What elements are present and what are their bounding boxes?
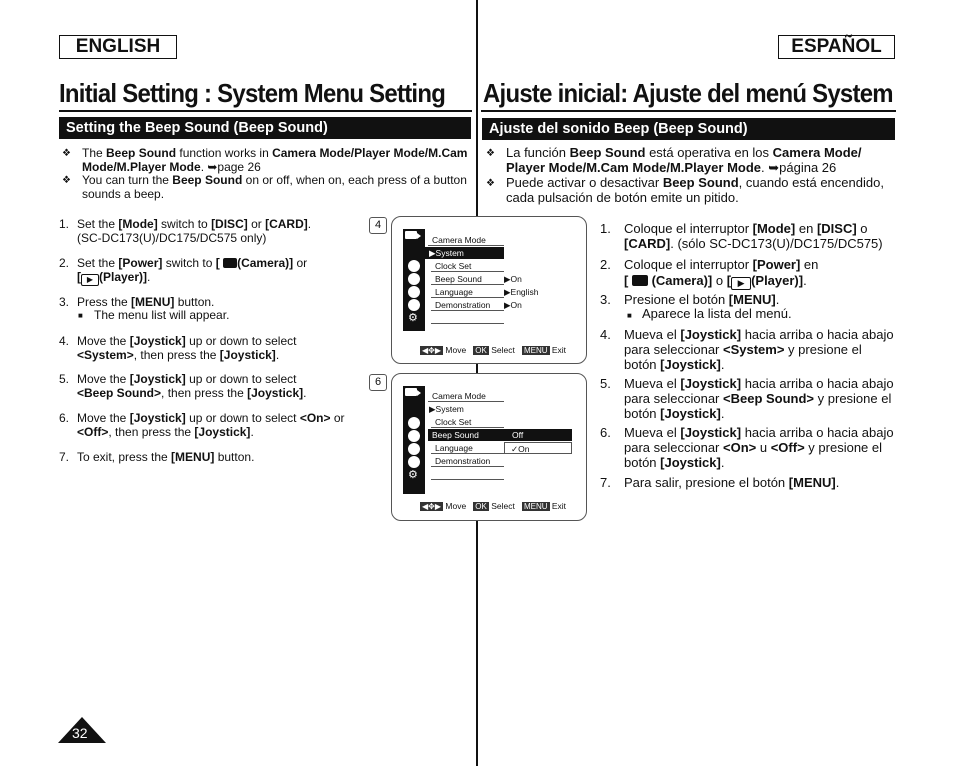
en-step-2-number: 2. xyxy=(59,256,70,270)
es-bullet-1: La función Beep Sound está operativa en los Camera Mode/ Player Mode/M.Cam Mode/M.Player Mode. ➥página 26 xyxy=(506,145,862,175)
title-rule-es xyxy=(481,110,896,112)
en-step-4-number: 4. xyxy=(59,334,70,348)
es-step-2: Coloque el interruptor [Power] en [ (Camera)] o [ ▶ (Player)]. xyxy=(624,257,819,288)
menu-item-language: Language xyxy=(431,442,504,454)
es-step-2-number: 2. xyxy=(600,257,611,272)
option-off: Off xyxy=(504,429,572,441)
bullet-icon: ❖ xyxy=(62,175,71,186)
ok-key: OK xyxy=(475,346,487,355)
menu-item-empty xyxy=(431,468,504,480)
es-step-6: Mueva el [Joystick] hacia arriba o hacia abajo para seleccionar <On> u <Off> y presione el botón [Joystick]. xyxy=(624,425,894,470)
section-heading-en: Setting the Beep Sound (Beep Sound) xyxy=(59,117,471,139)
es-step-3: Presione el botón [MENU]. xyxy=(624,292,780,307)
en-step-7-number: 7. xyxy=(59,450,70,464)
screen-footer: ◀✥▶ Move OK Select MENU Exit xyxy=(422,501,567,511)
value-beep-sound: ▶On xyxy=(504,274,522,284)
menu-screen-step-6 xyxy=(391,373,587,521)
en-step-1-number: 1. xyxy=(59,217,70,231)
joystick-icon: ◀✥▶ xyxy=(422,346,442,355)
bullet-icon: ❖ xyxy=(486,148,495,159)
clock-icon xyxy=(408,260,420,272)
camera-mode-label: Camera Mode xyxy=(428,234,504,246)
menu-item-clock-set: Clock Set xyxy=(431,416,504,428)
english-label: ENGLISH xyxy=(59,35,177,59)
page-title-es: Ajuste inicial: Ajuste del menú System xyxy=(483,78,893,108)
es-step-4-number: 4. xyxy=(600,327,611,342)
menu-item-demonstration: Demonstration xyxy=(431,455,504,467)
menu-item-demonstration: Demonstration xyxy=(431,299,504,311)
es-step-3-number: 3. xyxy=(600,292,611,307)
en-step-6-number: 6. xyxy=(59,411,70,425)
es-step-1: Coloque el interruptor [Mode] en [DISC] o [CARD]. (sólo SC-DC173(U)/DC175/DC575) xyxy=(624,221,883,251)
system-menu-item: ▶System xyxy=(425,247,504,259)
settings-icon: ⚙ xyxy=(408,312,418,324)
value-demonstration: ▶On xyxy=(504,300,522,310)
clock-icon xyxy=(408,417,420,429)
bullet-icon: ❖ xyxy=(62,148,71,159)
en-step-3-sub: The menu list will appear. xyxy=(94,308,230,322)
es-step-7: Para salir, presione el botón [MENU]. xyxy=(624,475,840,490)
page-title-en: Initial Setting : System Menu Setting xyxy=(59,78,446,108)
menu-item-language: Language xyxy=(431,286,504,298)
espanol-label: ESPAÑOL xyxy=(778,35,895,59)
camera-mode-icon xyxy=(405,386,421,398)
bullet-icon: ❖ xyxy=(486,178,495,189)
en-bullet-1: The Beep Sound function works in Camera Mode/Player Mode/M.Cam Mode/M.Player Mode. ➥page 26 xyxy=(82,146,468,174)
option-on: ✓On xyxy=(504,442,572,454)
menu-screen-step-4 xyxy=(391,216,587,364)
menu-key: MENU xyxy=(523,502,548,511)
en-step-3-number: 3. xyxy=(59,295,70,309)
es-step-5-number: 5. xyxy=(600,376,611,391)
es-step-6-number: 6. xyxy=(600,425,611,440)
camera-icon xyxy=(632,275,648,286)
camera-mode-label: Camera Mode xyxy=(428,390,504,402)
square-bullet-icon: ■ xyxy=(78,311,83,320)
joystick-icon: ◀✥▶ xyxy=(422,502,442,511)
play-icon: ▶ xyxy=(81,274,99,286)
es-bullet-2: Puede activar o desactivar Beep Sound, cuando está encendido, cada pulsación de botón emite un pitido. xyxy=(506,175,884,205)
en-bullet-2: You can turn the Beep Sound on or off, when on, each press of a button sounds a beep. xyxy=(82,173,467,201)
demo-icon xyxy=(408,456,420,468)
en-step-2: Set the [Power] switch to [ (Camera)] or [ ▶ (Player)]. xyxy=(77,256,308,284)
title-rule-en xyxy=(59,110,472,112)
camera-icon xyxy=(223,258,237,268)
screen-step-badge: 6 xyxy=(369,374,387,391)
section-heading-es: Ajuste del sonido Beep (Beep Sound) xyxy=(482,118,895,140)
language-icon xyxy=(408,286,420,298)
demo-icon xyxy=(408,299,420,311)
screen-footer: ◀✥▶ Move OK Select MENU Exit xyxy=(422,345,567,355)
system-menu-item: ▶System xyxy=(429,404,464,414)
en-step-3: Press the [MENU] button. xyxy=(77,295,215,309)
sound-icon xyxy=(408,430,420,442)
en-step-6: Move the [Joystick] up or down to select <On> or <Off>, then press the [Joystick]. xyxy=(77,411,345,439)
ok-key: OK xyxy=(475,502,487,511)
menu-item-empty xyxy=(431,312,504,324)
camera-mode-icon xyxy=(405,229,421,241)
es-step-1-number: 1. xyxy=(600,221,611,236)
square-bullet-icon: ■ xyxy=(627,311,632,320)
sound-icon xyxy=(408,273,420,285)
en-step-7: To exit, press the [MENU] button. xyxy=(77,450,255,464)
page-number: 32 xyxy=(72,725,88,741)
es-step-3-sub: Aparece la lista del menú. xyxy=(642,306,792,321)
es-step-4: Mueva el [Joystick] hacia arriba o hacia abajo para seleccionar <System> y presione el botón [Joystick]. xyxy=(624,327,894,372)
menu-item-beep-sound: Beep Sound xyxy=(431,273,504,285)
menu-key: MENU xyxy=(523,346,548,355)
menu-item-beep-sound: Beep Sound xyxy=(428,429,504,441)
value-language: ▶English xyxy=(504,287,539,297)
settings-icon: ⚙ xyxy=(408,469,418,481)
es-step-5: Mueva el [Joystick] hacia arriba o hacia abajo para seleccionar <Beep Sound> y presione el botón [Joystick]. xyxy=(624,376,894,421)
es-step-7-number: 7. xyxy=(600,475,611,490)
menu-item-clock-set: Clock Set xyxy=(431,260,504,272)
en-step-5-number: 5. xyxy=(59,372,70,386)
play-icon: ▶ xyxy=(731,277,751,290)
en-step-4: Move the [Joystick] up or down to select <System>, then press the [Joystick]. xyxy=(77,334,297,362)
en-step-1: Set the [Mode] switch to [DISC] or [CARD]. (SC-DC173(U)/DC175/DC575 only) xyxy=(77,217,312,245)
screen-step-badge: 4 xyxy=(369,217,387,234)
en-step-5: Move the [Joystick] up or down to select <Beep Sound>, then press the [Joystick]. xyxy=(77,372,307,400)
language-icon xyxy=(408,443,420,455)
